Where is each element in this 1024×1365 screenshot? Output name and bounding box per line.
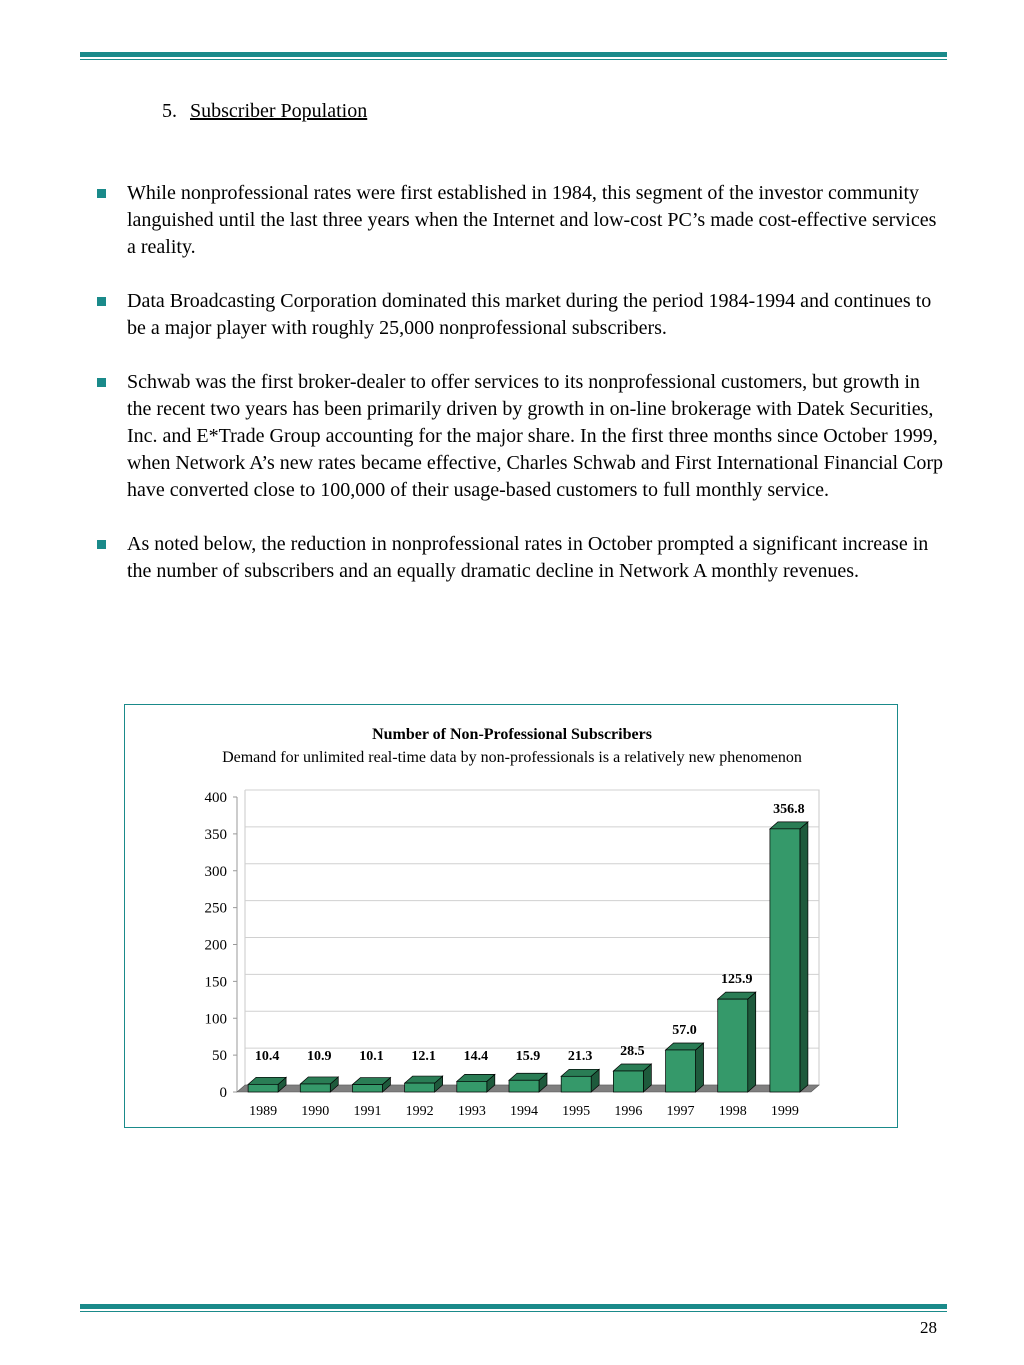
- y-tick-label: 300: [204, 863, 227, 880]
- page-number: 28: [920, 1318, 937, 1337]
- y-tick-label: 250: [204, 900, 227, 917]
- data-label: 10.1: [359, 1049, 384, 1064]
- data-label: 57.0: [672, 1022, 697, 1038]
- bullet-text: Data Broadcasting Corporation dominated this market during the period 1984-1994 and continues to be a major player with roughly 25,000 nonprofessional subscribers.: [127, 290, 932, 339]
- bullet-text: While nonprofessional rates were first established in 1984, this segment of the investor community languished until the last three years when the Internet and low-cost PC’s made cost-effective services a reality.: [127, 182, 937, 258]
- bar: [613, 1064, 651, 1092]
- x-tick-label: 1996: [614, 1104, 643, 1119]
- bar-front: [666, 1050, 696, 1092]
- bar-front: [352, 1085, 382, 1092]
- bar-front: [718, 999, 748, 1092]
- y-tick-label: 50: [212, 1048, 227, 1065]
- chart-title: Number of Non-Professional Subscribers: [372, 726, 652, 743]
- x-tick-label: 1993: [457, 1104, 486, 1119]
- bar-front: [457, 1081, 487, 1092]
- chart-subtitle: Demand for unlimited real-time data by non-professionals is a relatively new phenomenon: [222, 749, 802, 766]
- data-label: 12.1: [411, 1049, 436, 1064]
- bullet-square-icon: [97, 189, 106, 198]
- x-tick-label: 1992: [405, 1104, 434, 1119]
- x-tick-label: 1994: [510, 1104, 538, 1119]
- bar: [770, 822, 808, 1092]
- bar: [457, 1074, 495, 1092]
- subscribers-chart: [124, 704, 898, 1128]
- x-tick-label: 1990: [301, 1104, 330, 1119]
- bar-front: [509, 1080, 539, 1092]
- bottom-rule: [80, 1304, 947, 1312]
- bar: [300, 1077, 338, 1092]
- top-rule: [80, 52, 947, 60]
- bar: [248, 1077, 286, 1092]
- y-tick-label: 150: [204, 974, 227, 991]
- bar: [718, 992, 756, 1092]
- bar-front: [770, 829, 800, 1092]
- y-tick-label: 100: [204, 1011, 227, 1028]
- data-label: 125.9: [720, 972, 753, 988]
- data-label: 15.9: [515, 1049, 541, 1064]
- bar-front: [300, 1084, 330, 1092]
- bar-front: [613, 1071, 643, 1092]
- data-label: 14.4: [463, 1049, 489, 1064]
- bullet-item: [95, 180, 945, 261]
- bullet-square-icon: [97, 378, 106, 387]
- y-tick-label: 400: [204, 790, 227, 806]
- x-tick-label: 1998: [718, 1104, 747, 1119]
- bar-side: [696, 1043, 704, 1092]
- bar-side: [800, 822, 808, 1092]
- y-tick-label: 350: [204, 826, 227, 843]
- bar: [405, 1076, 443, 1092]
- x-tick-label: 1991: [353, 1104, 382, 1119]
- bar: [666, 1043, 704, 1092]
- y-tick-label: 200: [204, 937, 227, 954]
- bar: [352, 1078, 390, 1092]
- data-label: 28.5: [620, 1043, 645, 1059]
- bullet-item: [95, 369, 945, 504]
- x-tick-label: 1999: [770, 1104, 799, 1119]
- bullet-square-icon: [97, 540, 106, 549]
- y-tick-label: 0: [219, 1085, 227, 1101]
- bullet-item: [95, 288, 945, 342]
- chart-canvas: [125, 705, 899, 1129]
- bullet-list: [95, 180, 945, 612]
- section-title: Subscriber Population: [190, 100, 368, 122]
- x-tick-label: 1995: [562, 1104, 591, 1119]
- bullet-text: Schwab was the first broker-dealer to offer services to its nonprofessional customers, but growth in the recent two years has been primarily driven by growth in on-line brokerage with Datek Securities, Inc. and E*Trade Group accounting for the major share. In the first three months since October 1999, when Network A’s new rates became effective, Charles Schwab and First International Financial Corp have converted close to 100,000 of their usage-based customers to full monthly service.: [127, 371, 944, 501]
- x-tick-label: 1997: [666, 1104, 695, 1119]
- data-label: 21.3: [567, 1049, 593, 1064]
- bar-front: [561, 1076, 591, 1092]
- data-label: 356.8: [773, 801, 805, 817]
- bar-front: [248, 1084, 278, 1092]
- data-label: 10.9: [307, 1049, 332, 1064]
- bar-front: [405, 1083, 435, 1092]
- data-label: 10.4: [254, 1049, 280, 1064]
- section-number: 5.: [162, 100, 177, 122]
- bar: [561, 1069, 599, 1092]
- bullet-square-icon: [97, 297, 106, 306]
- x-tick-label: 1989: [249, 1104, 278, 1119]
- section-heading: [162, 100, 367, 123]
- bar-side: [748, 992, 756, 1092]
- bullet-item: [95, 531, 945, 585]
- bar: [509, 1073, 547, 1092]
- bullet-text: As noted below, the reduction in nonprofessional rates in October prompted a significant increase in the number of subscribers and an equally dramatic decline in Network A monthly revenues.: [127, 533, 929, 582]
